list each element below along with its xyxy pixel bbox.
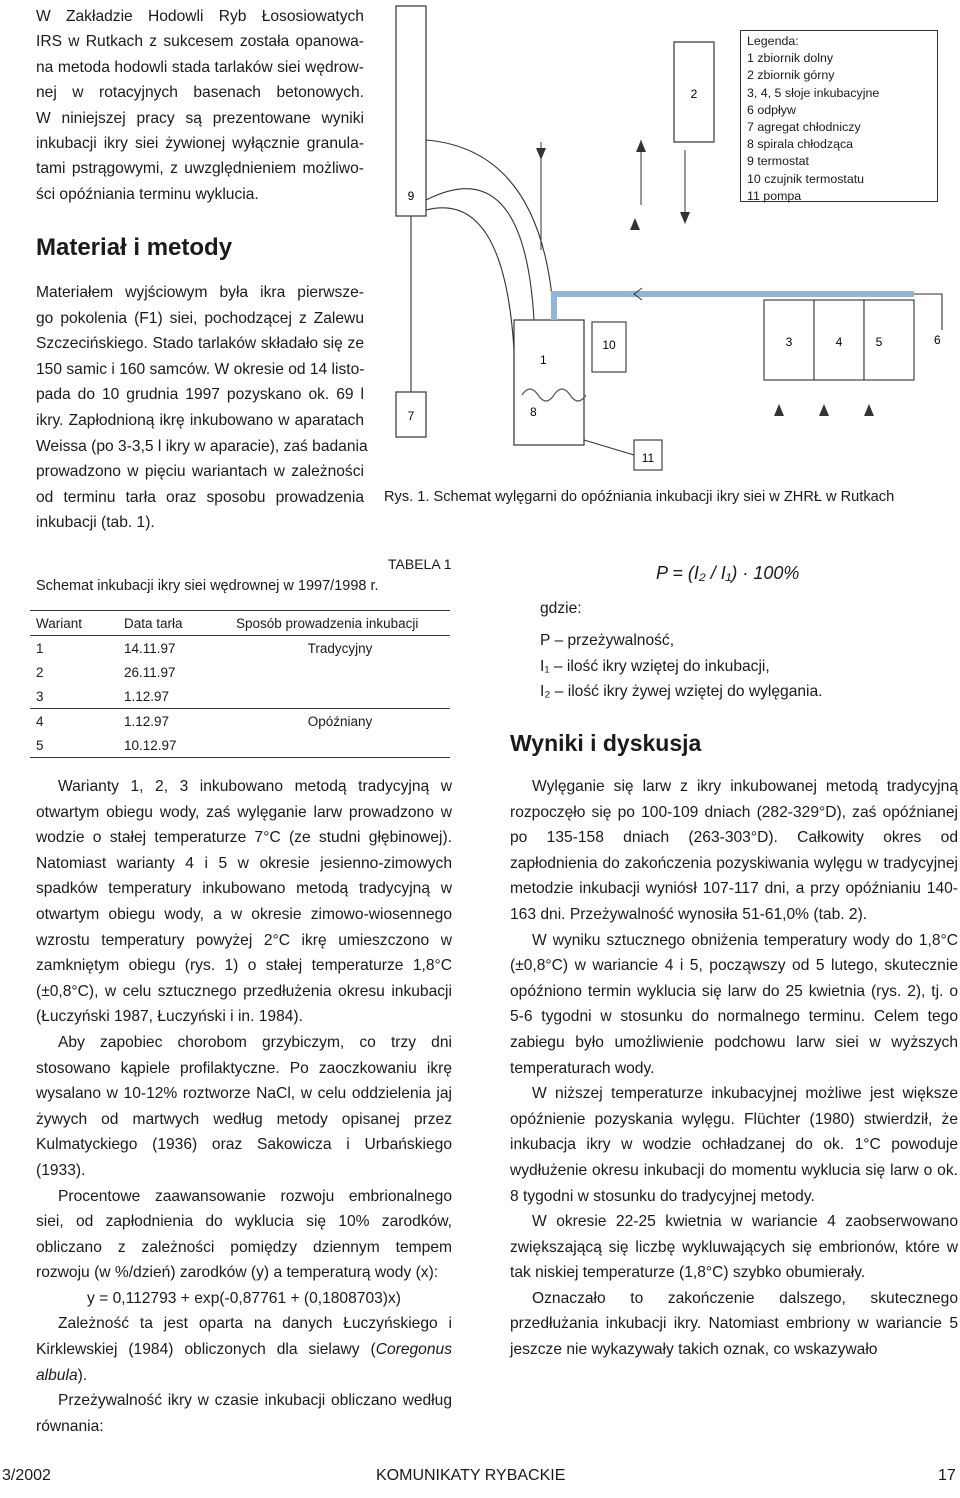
text-line: Szczecińskiego. Stado tarlaków składało się ze	[36, 335, 364, 353]
left-body-column	[36, 774, 452, 1439]
table-cell: 2	[36, 664, 44, 680]
figure-legend	[740, 30, 938, 202]
legend-item: 11 pompa	[747, 188, 802, 203]
table-cell: 10.12.97	[124, 737, 177, 753]
development-equation: y = 0,112793 + exp(-0,87761 + (0,1808703)x)	[87, 1289, 401, 1307]
table-cell	[230, 684, 450, 709]
table-cell: 1.12.97	[124, 688, 170, 704]
table-cell: Opóźniany	[307, 713, 373, 729]
text-line: inkubacji ikry siei żywionej wyłącznie granula-	[36, 135, 364, 153]
intro-paragraph	[36, 4, 364, 207]
text-line: W niniejszej pracy są prezentowane wyniki	[36, 109, 364, 127]
label-9: 9	[407, 189, 415, 203]
legend-item: 8 spirala chłodząca	[747, 137, 854, 152]
legend-item: 10 czujnik termostatu	[747, 171, 865, 186]
label-2: 2	[690, 87, 698, 101]
table-row	[30, 709, 450, 734]
table-cell: 5	[36, 737, 44, 753]
label-1: 1	[540, 353, 547, 367]
text-line: go pokolenia (F1) siei, pochodzącej z Zalewu	[36, 309, 364, 327]
label-4: 4	[835, 335, 843, 349]
text-line: 150 samic i 160 samców. W okresie od 14 listo-	[36, 360, 365, 378]
paragraph: Oznaczało to zakończenie dalszego, skutecznego przedłużania inkubacji ikry. Natomiast embriony w wariancie 5 jeszcze nie wykazywały takich oznak, co wskazywało	[510, 1289, 958, 1359]
table-cell: 4	[36, 713, 44, 729]
text-line: prowadzono w pięciu wariantach w zależności	[36, 463, 364, 481]
paragraph: W niższej temperaturze inkubacyjnej możliwe jest większe opóźnienie pozyskania wylęgu. Flüchter (1980) stwierdził, że inkubacja ikry w wodzie ochładzanej do ok. 1°C powoduje wydłużenie okresu inkubacji do momentu wyklucia się larw o ok. 8 tygodni w stosunku do tradycyjnej metody.	[510, 1085, 958, 1205]
table-row	[30, 660, 450, 684]
text-line: pada do 10 grudnia 1997 pozyskano ok. 69 l	[36, 386, 364, 404]
table-cell: 1	[36, 640, 44, 656]
paragraph: W wyniku sztucznego obniżenia temperatury wody do 1,8°C (±0,8°C) w wariancie 4 i 5, począwszy od 5 lutego, skutecznie opóźniono termin wyklucia się larw do 25 kwietnia (rys. 2), tj. o 5-6 tygodni w stosunku do normalnego terminu. Celem tego zabiegu było umożliwienie podchowu larw siei w wyższych temperaturach wody.	[510, 931, 958, 1077]
legend-item: 7 agregat chłodniczy	[747, 120, 861, 135]
paragraph: Wylęganie się larw z ikry inkubowanej metodą tradycyjną rozpoczęło się po 100-109 dniach (282-329°D), zaś opóźnianej po 135-158 dniach (263-303°D). Całkowity okres od zapłodnienia do zakończenia pozyskiwania wylęgu w tradycyjnej metodzie inkubacji wyniósł 107-117 dni, a przy opóźnianiu 140-163 dni. Przeżywalność wynosiła 51-61,0% (tab. 2).	[510, 778, 958, 923]
text-line: ikry. Zapłodnioną ikrę inkubowano w aparatach	[36, 411, 364, 429]
table-cell: 26.11.97	[124, 664, 176, 680]
table-label: TABELA 1	[388, 556, 452, 572]
table-cell: Tradycyjny	[307, 640, 373, 656]
legend-item: 2 zbiornik górny	[747, 68, 835, 83]
table-cell	[230, 660, 450, 684]
right-body-column	[510, 774, 958, 1363]
paragraph: W okresie 22-25 kwietnia w wariancie 4 zaobserwowano zwiększającą się liczbę wykluwających się embrionów, które w tak niskiej temperaturze (1,8°C) szybko obumierały.	[510, 1213, 958, 1282]
table-cell	[230, 733, 450, 758]
paragraph: Przeżywalność ikry w czasie inkubacji obliczano według równania:	[36, 1392, 452, 1435]
definition-line: P – przeżywalność,	[540, 632, 675, 649]
label-8: 8	[530, 405, 537, 419]
table-row	[30, 733, 450, 758]
lower-tank-1	[514, 320, 584, 445]
formula-definitions	[540, 628, 823, 705]
figure-caption: Rys. 1. Schemat wylęgarni do opóźniania inkubacji ikry siei w ZHRŁ w Rutkach	[384, 489, 895, 505]
thermostat-9	[396, 6, 426, 216]
definition-line: I₂ – ilość ikry żywej wziętej do wylęgania.	[540, 683, 823, 701]
label-7: 7	[407, 409, 415, 423]
materials-heading: Materiał i metody	[36, 234, 233, 261]
text-line: W Zakładzie Hodowli Ryb Łososiowatych	[36, 8, 364, 25]
table-cell: 14.11.97	[124, 640, 176, 656]
footer-journal: KOMUNIKATY RYBACKIE	[376, 1467, 566, 1484]
survival-equation: P = (I₂ / I₁) · 100%	[656, 563, 800, 583]
table-cell: 3	[36, 688, 44, 704]
text-line: nej w rotacyjnych basenach betonowych.	[36, 84, 364, 102]
label-6: 6	[934, 333, 941, 347]
text-line: inkubacji (tab. 1).	[36, 514, 155, 532]
text-line: Weissa (po 3-3,5 l ikry w aparacie), zaś badania	[36, 437, 368, 455]
legend-item: 1 zbiornik dolny	[747, 51, 834, 66]
hatchery-diagram	[394, 0, 954, 480]
table-row	[30, 636, 450, 661]
col-header-method: Sposób prowadzenia inkubacji	[236, 615, 419, 631]
text-line: od terminu tarła oraz sposobu prowadzenia	[36, 488, 364, 506]
results-heading: Wyniki i dyskusja	[510, 730, 702, 756]
label-5: 5	[875, 335, 883, 349]
col-header-variant: Wariant	[36, 615, 83, 631]
legend-item: 6 odpływ	[747, 102, 796, 117]
table-row	[30, 684, 450, 709]
definition-line: I₁ – ilość ikry wziętej do inkubacji,	[540, 657, 770, 675]
text-line: Materiałem wyjściowym była ikra pierwsze-	[36, 284, 364, 301]
paragraph: Aby zapobiec chorobom grzybiczym, co trzy dni stosowano kąpiele profilaktyczne. Po zaoczkowaniu ikrę wysalano w 10-12% roztworze NaCl, w celu oddzielenia jaj żywych od martwych według metody opisanej przez Kulmatyckiego (1936) oraz Sakowicza i Urbańskiego (1933).	[36, 1033, 452, 1179]
col-header-date: Data tarła	[124, 615, 183, 631]
text-line: na metoda hodowli stada tarlaków siei wędrow-	[36, 58, 364, 76]
materials-paragraph	[36, 280, 368, 536]
text-line: tami pstrągowymi, z uwzględnieniem możliwo-	[36, 160, 364, 178]
legend-item: 9 termostat	[747, 154, 809, 169]
jar-5	[864, 300, 914, 380]
label-3: 3	[785, 335, 793, 349]
footer-page-number: 17	[938, 1467, 956, 1484]
footer-issue: 3/2002	[2, 1467, 51, 1484]
legend-title: Legenda:	[747, 34, 799, 48]
variant-table	[30, 610, 450, 758]
paragraph: Procentowe zaawansowanie rozwoju embrionalnego siei, od zapłodnienia do wyklucia się 10% zarodków, obliczano z zależności pomiędzy dziennym tempem rozwoju (w %/dzień) zarodków (y) a temperaturą wody (x):	[36, 1187, 452, 1282]
text-line: IRS w Rutkach z sukcesem została opanowa-	[36, 33, 364, 51]
table-title: Schemat inkubacji ikry siei wędrownej w 1997/1998 r.	[36, 578, 379, 594]
label-10: 10	[602, 338, 616, 352]
table-cell: 1.12.97	[124, 713, 170, 729]
formula-where: gdzie:	[540, 600, 582, 617]
legend-item: 3, 4, 5 słoje inkubacyjne	[747, 85, 880, 100]
label-11: 11	[641, 451, 655, 465]
text-line: ści opóźniania terminu wyklucia.	[36, 185, 259, 203]
paragraph: Zależność ta jest oparta na danych Łuczyńskiego i Kirklewskiej (1984) obliczonych dla sielawy (Coregonus albula).	[36, 1315, 452, 1384]
paragraph: Warianty 1, 2, 3 inkubowano metodą tradycyjną w otwartym obiegu wody, zaś wylęganie larw prowadzono w wodzie o stałej temperaturze 7°C (ze studni głębinowej). Natomiast warianty 4 i 5 w okresie jesienno-zimowych spadków temperatury inkubowano metodą tradycyjną w otwartym obiegu wody, a w okresie zimowo-wiosennego wzrostu temperatury powyżej 2°C ikrę umieszczono w zamkniętym obiegu (rys. 1) o stałej temperaturze 1,8°C (±0,8°C), w celu sztucznego przedłużenia okresu inkubacji (Łuczyński 1987, Łuczyński i in. 1984).	[36, 778, 452, 1026]
